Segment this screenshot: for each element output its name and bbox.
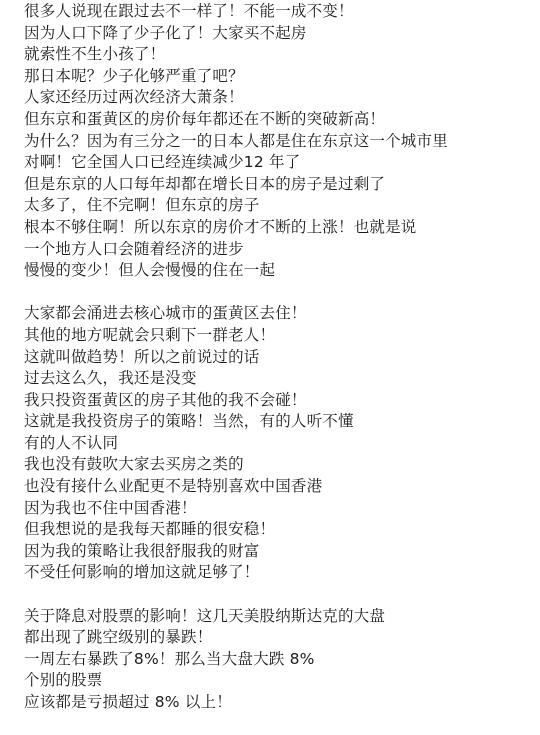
text-line: 也没有接什么业配更不是特别喜欢中国香港: [24, 477, 323, 496]
text-line: 但东京和蛋黄区的房价每年都还在不断的突破新高！: [24, 109, 386, 128]
text-line: 人家还经历过两次经济大萧条！: [24, 88, 244, 107]
text-line: 有的人不认同: [24, 433, 119, 452]
text-line: 应该都是亏损超过 8% 以上！: [24, 693, 232, 711]
text-line: 就索性不生小孩了！: [24, 45, 166, 64]
text-line: 因为人口下降了少子化了！大家买不起房: [24, 23, 307, 42]
text-line: 因为我也不住中国香港！: [24, 498, 197, 517]
text-line: 过去这么久，我还是没变: [24, 369, 197, 388]
text-line: 大家都会涌进去核心城市的蛋黄区去住！: [24, 304, 307, 323]
text-line: 因为我的策略让我很舒服我的财富: [24, 541, 260, 560]
text-line: 都出现了跳空级别的暴跌！: [24, 628, 213, 647]
text-line: 太多了，住不完啊！但东京的房子: [24, 196, 260, 215]
paragraph-1: [24, 1, 532, 282]
text-line: 一个地方人口会随着经济的进步: [24, 239, 244, 258]
document-body: [24, 1, 532, 735]
text-line: 关于降息对股票的影响！这几天美股纳斯达克的大盘: [24, 606, 386, 625]
text-line: 但是东京的人口每年却都在增长日本的房子是过剩了: [24, 174, 386, 193]
text-line: 但我想说的是我每天都睡的很安稳！: [24, 520, 276, 539]
text-line: 这就叫做趋势！所以之前说过的话: [24, 347, 260, 366]
text-line: 这就是我投资房子的策略！当然，有的人听不懂: [24, 412, 354, 431]
text-line: 其他的地方呢就会只剩下一群老人！: [24, 325, 276, 344]
text-line: 对啊！它全国人口已经连续减少12 年了: [24, 153, 301, 172]
text-line: 我也没有鼓吹大家去买房之类的: [24, 455, 244, 474]
paragraph-3: [24, 606, 532, 714]
text-line: 很多人说现在跟过去不一样了！不能一成不变！: [24, 2, 354, 20]
text-line: 慢慢的变少！但人会慢慢的住在一起: [24, 261, 276, 280]
text-line: 不受任何影响的增加这就足够了！: [24, 563, 260, 582]
text-line: 那日本呢？少子化够严重了吧？: [24, 66, 244, 85]
text-line: 为什么？因为有三分之一的日本人都是住在东京这一个城市里: [24, 131, 448, 150]
text-line: 我只投资蛋黄区的房子其他的我不会碰！: [24, 390, 307, 409]
text-line: 个别的股票: [24, 671, 103, 690]
text-line: 一周左右暴跌了8%！那么当大盘大跌 8%: [24, 649, 315, 668]
text-line: 根本不够住啊！所以东京的房价才不断的上涨！也就是说: [24, 217, 417, 236]
paragraph-2: [24, 303, 532, 584]
